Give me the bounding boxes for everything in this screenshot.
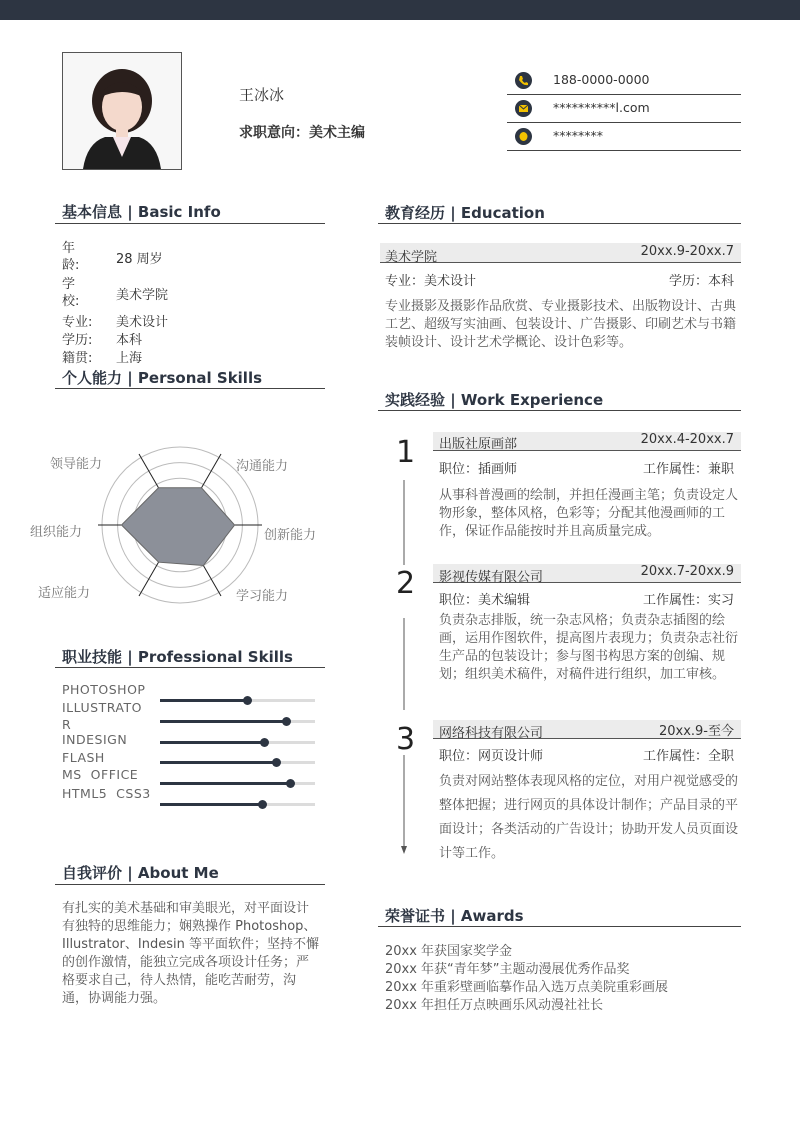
qq-text: ******** [553, 128, 603, 143]
mail-icon [515, 100, 532, 117]
phone-icon [515, 72, 532, 89]
skill-bar-fill [160, 782, 290, 785]
top-bar [0, 0, 800, 20]
skill-label-photoshop: PHOTOSHOP [62, 682, 146, 697]
skill-bar [160, 782, 315, 785]
job-period-2: 20xx.7-20xx.9 [640, 564, 734, 579]
professional-skills-divider [55, 667, 325, 668]
basic-label-age: 年 龄: [62, 241, 80, 273]
job-intent: 求职意向：美术主编 [239, 125, 365, 141]
phone-text: 188-0000-0000 [553, 72, 650, 87]
skill-label-illustrator: ILLUSTRATO R [62, 700, 142, 732]
skill-bar-knob [260, 738, 269, 747]
personal-skills-divider [55, 388, 325, 389]
basic-value-age: 28 周岁 [116, 252, 163, 267]
radar-label-innovation: 创新能力 [264, 528, 317, 543]
education-degree: 学历：本科 [668, 274, 734, 289]
awards-divider [378, 926, 741, 927]
applicant-name: 王冰冰 [239, 86, 285, 104]
profile-photo [62, 52, 182, 170]
about-me-title: 自我评价 | About Me [62, 864, 219, 882]
skill-bar-knob [282, 717, 291, 726]
job-company-1: 出版社原画部 [439, 437, 518, 452]
skill-bar [160, 699, 315, 702]
basic-label-hometown: 籍贯: [62, 351, 93, 366]
contact-email [507, 95, 741, 123]
about-me-text: 有扎实的美术基础和审美眼光，对平面设计有独特的思维能力；娴熟操作 Photoshop、Illustrator、Indesin 等平面软件；坚持不懈的创作激情，能独立完成各项设计任务；严格要求自己，待人热情，能吃苦耐劳，沟通，协调能力强。 [62, 901, 319, 1006]
radar-label-leadership: 领导能力 [50, 457, 103, 472]
job-type-2: 工作属性：实习 [642, 593, 734, 608]
job-period-3: 20xx.9-至今 [658, 724, 734, 739]
job-type-3: 工作属性：全职 [642, 749, 734, 764]
skill-bar-fill [160, 803, 262, 806]
job-number-2: 2 [396, 566, 416, 601]
basic-value-major: 美术设计 [116, 315, 169, 330]
job-desc-3: 负责对网站整体表现风格的定位，对用户视觉感受的整体把握；进行网页的具体设计制作；产品目录的平面设计；各类活动的广告设计；协助开发人员页面设计等工作。 [439, 774, 739, 861]
work-divider [378, 410, 741, 411]
skill-bar-knob [258, 800, 267, 809]
basic-label-major: 专业: [62, 315, 93, 330]
job-period-1: 20xx.4-20xx.7 [640, 432, 734, 447]
contact-phone [507, 67, 741, 95]
job-desc-2: 负责杂志排版，统一杂志风格；负责杂志插图的绘画，运用作图软件，提高图片表现力；负责杂志社衍生产品的包装设计；参与图书构思方案的创编、规划；组织美术稿件，对稿件进行组织，加工审核。 [439, 613, 739, 682]
contact-qq [507, 123, 741, 151]
skill-label-msoffice: MS OFFICE [62, 767, 139, 782]
award-item-1: 20xx 年获国家奖学金 [385, 944, 513, 959]
skill-bar [160, 741, 315, 744]
education-major: 专业：美术设计 [385, 274, 477, 289]
job-desc-1: 从事科普漫画的绘制，并担任漫画主笔；负责设定人物形象，整体风格，色彩等；分配其他漫画师的工作，保证作品能按时并且高质量完成。 [439, 488, 739, 539]
radar-label-adaptability: 适应能力 [38, 586, 91, 601]
skill-bar-fill [160, 761, 276, 764]
job-company-2: 影视传媒有限公司 [439, 570, 544, 585]
skill-bar [160, 761, 315, 764]
basic-label-school: 学 校: [62, 277, 80, 309]
timeline-line [395, 470, 415, 856]
education-divider [378, 223, 741, 224]
professional-skills-title: 职业技能 | Professional Skills [62, 648, 293, 666]
skill-bar [160, 803, 315, 806]
skill-label-indesign: INDESIGN [62, 732, 128, 747]
education-desc: 专业摄影及摄影作品欣赏、专业摄影技术、出版物设计、古典工艺、超级写实油画、包装设计、广告摄影、印刷艺术与书籍装帧设计、设计艺术学概论、设计色彩等。 [385, 299, 737, 350]
radar-label-organization: 组织能力 [30, 525, 83, 540]
basic-info-title: 基本信息 | Basic Info [62, 203, 221, 221]
education-title: 教育经历 | Education [385, 204, 545, 222]
skill-label-flash: FLASH [62, 750, 105, 765]
job-type-1: 工作属性：兼职 [642, 462, 734, 477]
personal-skills-title: 个人能力 | Personal Skills [62, 369, 263, 387]
work-title: 实践经验 | Work Experience [385, 391, 604, 409]
skill-bar-fill [160, 720, 286, 723]
job-number-1: 1 [396, 435, 416, 470]
education-period: 20xx.9-20xx.7 [640, 244, 734, 259]
skill-bar-fill [160, 741, 264, 744]
job-position-1: 职位：插画师 [439, 462, 518, 477]
qq-icon [515, 128, 532, 145]
skill-bar-knob [286, 779, 295, 788]
radar-label-learning: 学习能力 [236, 589, 289, 604]
basic-label-degree: 学历: [62, 333, 93, 348]
skill-label-html5: HTML5 CSS3 [62, 786, 151, 801]
education-school: 美术学院 [385, 250, 438, 265]
basic-info-divider [55, 223, 325, 224]
email-text: **********l.com [553, 100, 650, 115]
job-position-2: 职位：美术编辑 [439, 593, 531, 608]
radar-area [122, 488, 235, 566]
skill-bar [160, 720, 315, 723]
job-number-3: 3 [396, 722, 416, 757]
award-item-3: 20xx 年重彩壁画临摹作品入选万点美院重彩画展 [385, 980, 669, 995]
award-item-4: 20xx 年担任万点映画乐风动漫社社长 [385, 998, 604, 1013]
skill-bar-fill [160, 699, 247, 702]
basic-value-degree: 本科 [116, 333, 143, 348]
basic-value-hometown: 上海 [116, 351, 143, 366]
about-me-divider [55, 884, 325, 885]
awards-title: 荣誉证书 | Awards [385, 907, 524, 925]
award-item-2: 20xx 年获“青年梦”主题动漫展优秀作品奖 [385, 962, 630, 977]
basic-value-school: 美术学院 [116, 288, 169, 303]
job-company-3: 网络科技有限公司 [439, 726, 544, 741]
job-position-3: 职位：网页设计师 [439, 749, 544, 764]
radar-label-communication: 沟通能力 [236, 459, 289, 474]
skill-bar-knob [243, 696, 252, 705]
skill-bar-knob [272, 758, 281, 767]
